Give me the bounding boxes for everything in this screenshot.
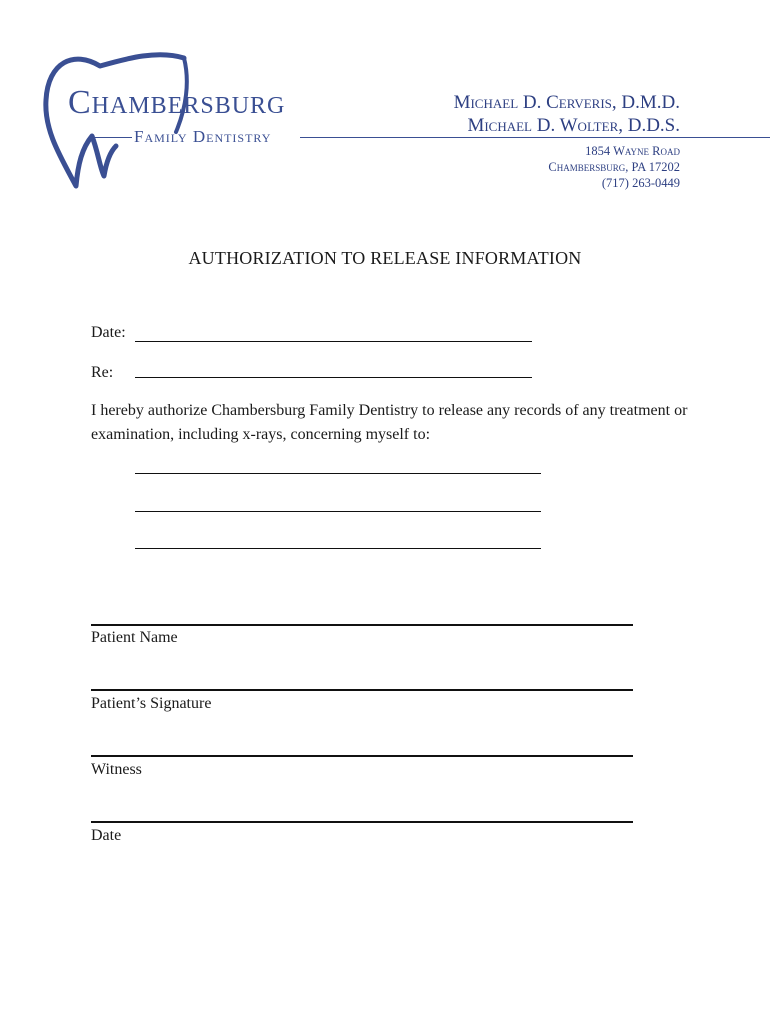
address-phone: (717) 263-0449 [601, 176, 680, 190]
recipient-field-1[interactable] [135, 473, 541, 474]
doctor-name-1: Michael D. Cerveris, D.M.D. [453, 92, 680, 113]
signature-date-field[interactable] [91, 821, 633, 823]
witness-field[interactable] [91, 755, 633, 757]
signature-date-label: Date [91, 827, 122, 844]
patient-name-field[interactable] [91, 624, 633, 626]
form-title: AUTHORIZATION TO RELEASE INFORMATION [188, 248, 582, 268]
recipient-field-3[interactable] [135, 548, 541, 549]
address-street: 1854 Wayne Road [585, 144, 680, 158]
re-field[interactable] [135, 377, 532, 378]
brand-name: Chambersburg [68, 84, 286, 121]
patient-signature-field[interactable] [91, 689, 633, 691]
brand-divider-left [92, 137, 132, 138]
patient-name-label: Patient Name [91, 629, 178, 646]
patient-signature-label: Patient’s Signature [91, 695, 212, 712]
date-label: Date: [91, 324, 126, 341]
tooth-logo-icon [40, 52, 190, 192]
authorization-text: I hereby authorize Chambersburg Family Dentistry to release any records of any treatment or examination, including x-rays, concerning myself to: [91, 402, 688, 443]
date-field[interactable] [135, 341, 532, 342]
brand-divider-right [300, 137, 770, 138]
doctor-name-2: Michael D. Wolter, D.D.S. [467, 115, 680, 136]
witness-label: Witness [91, 761, 142, 778]
recipient-field-2[interactable] [135, 511, 541, 512]
address-city: Chambersburg, PA 17202 [548, 160, 680, 174]
brand-subtitle: Family Dentistry [134, 127, 272, 146]
re-label: Re: [91, 364, 114, 381]
